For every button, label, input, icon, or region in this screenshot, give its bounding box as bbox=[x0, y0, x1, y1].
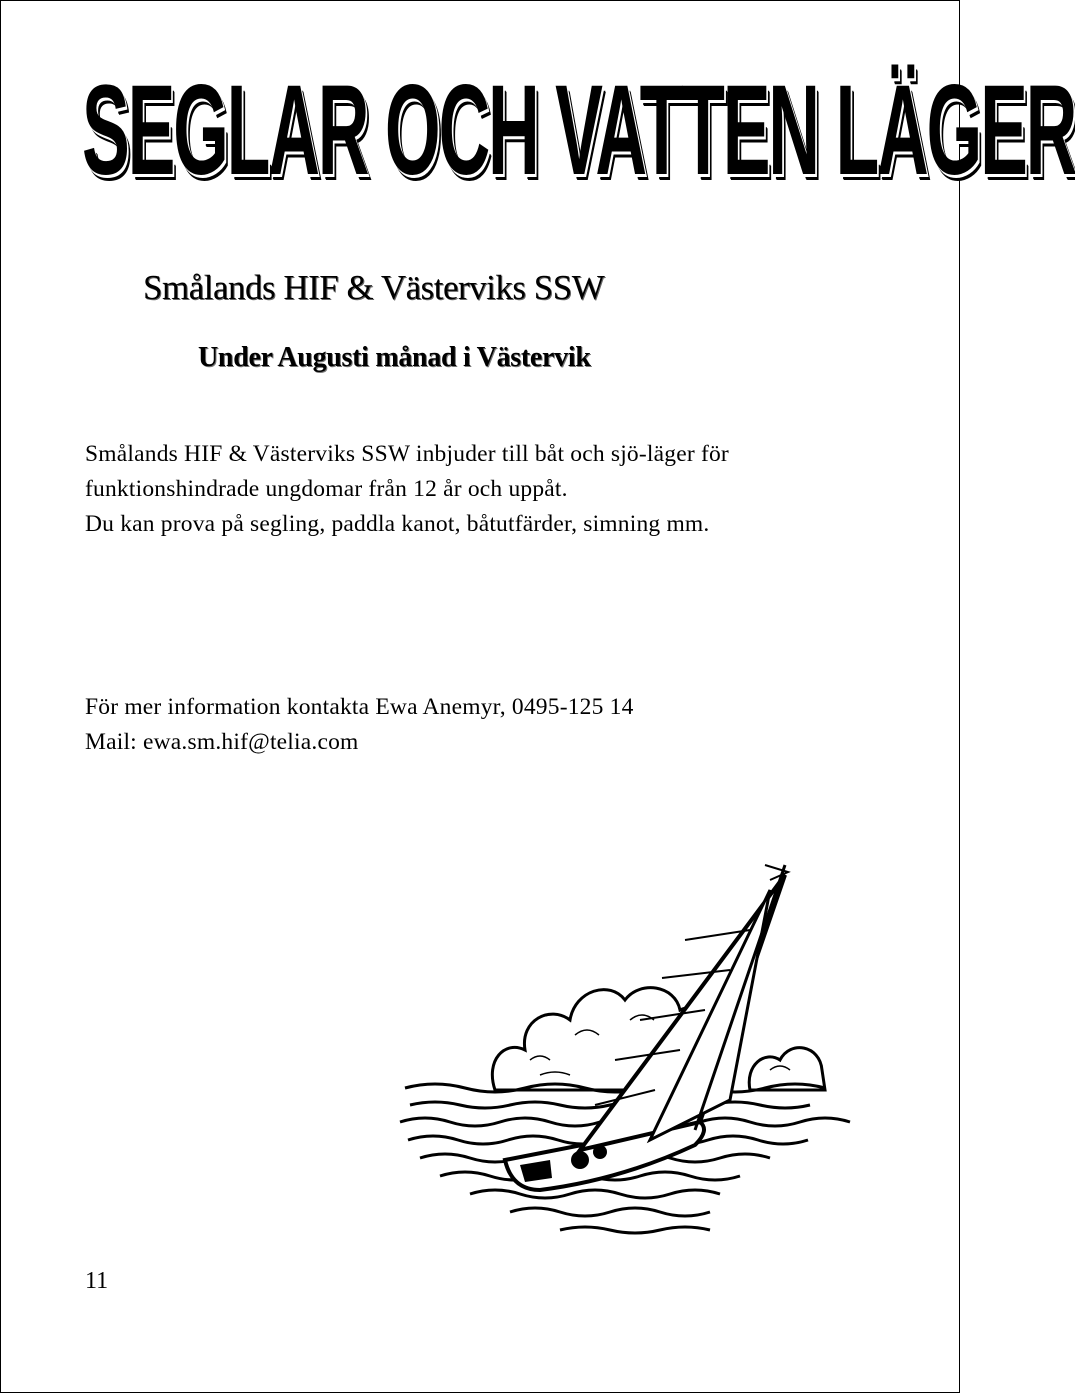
page-number: 11 bbox=[85, 1268, 109, 1294]
contact-line: För mer information kontakta Ewa Anemyr, 0495-125 14 bbox=[85, 694, 634, 720]
intro-line: Du kan prova på segling, paddla kanot, båtutfärder, simning mm. bbox=[85, 511, 710, 537]
page-title: SEGLAR OCH VATTEN LÄGER bbox=[82, 59, 1075, 202]
intro-paragraph bbox=[85, 437, 729, 542]
date-location-line: Under Augusti månad i Västervik bbox=[198, 342, 591, 373]
sailboat-icon bbox=[400, 860, 830, 1240]
contact-email-line: Mail: ewa.sm.hif@telia.com bbox=[85, 729, 359, 755]
intro-line: funktionshindrade ungdomar från 12 år och uppåt. bbox=[85, 476, 568, 502]
organizer-subtitle: Smålands HIF & Västerviks SSW bbox=[143, 268, 605, 307]
intro-line: Smålands HIF & Västerviks SSW inbjuder till båt och sjö-läger för bbox=[85, 441, 729, 467]
contact-paragraph bbox=[85, 690, 634, 760]
